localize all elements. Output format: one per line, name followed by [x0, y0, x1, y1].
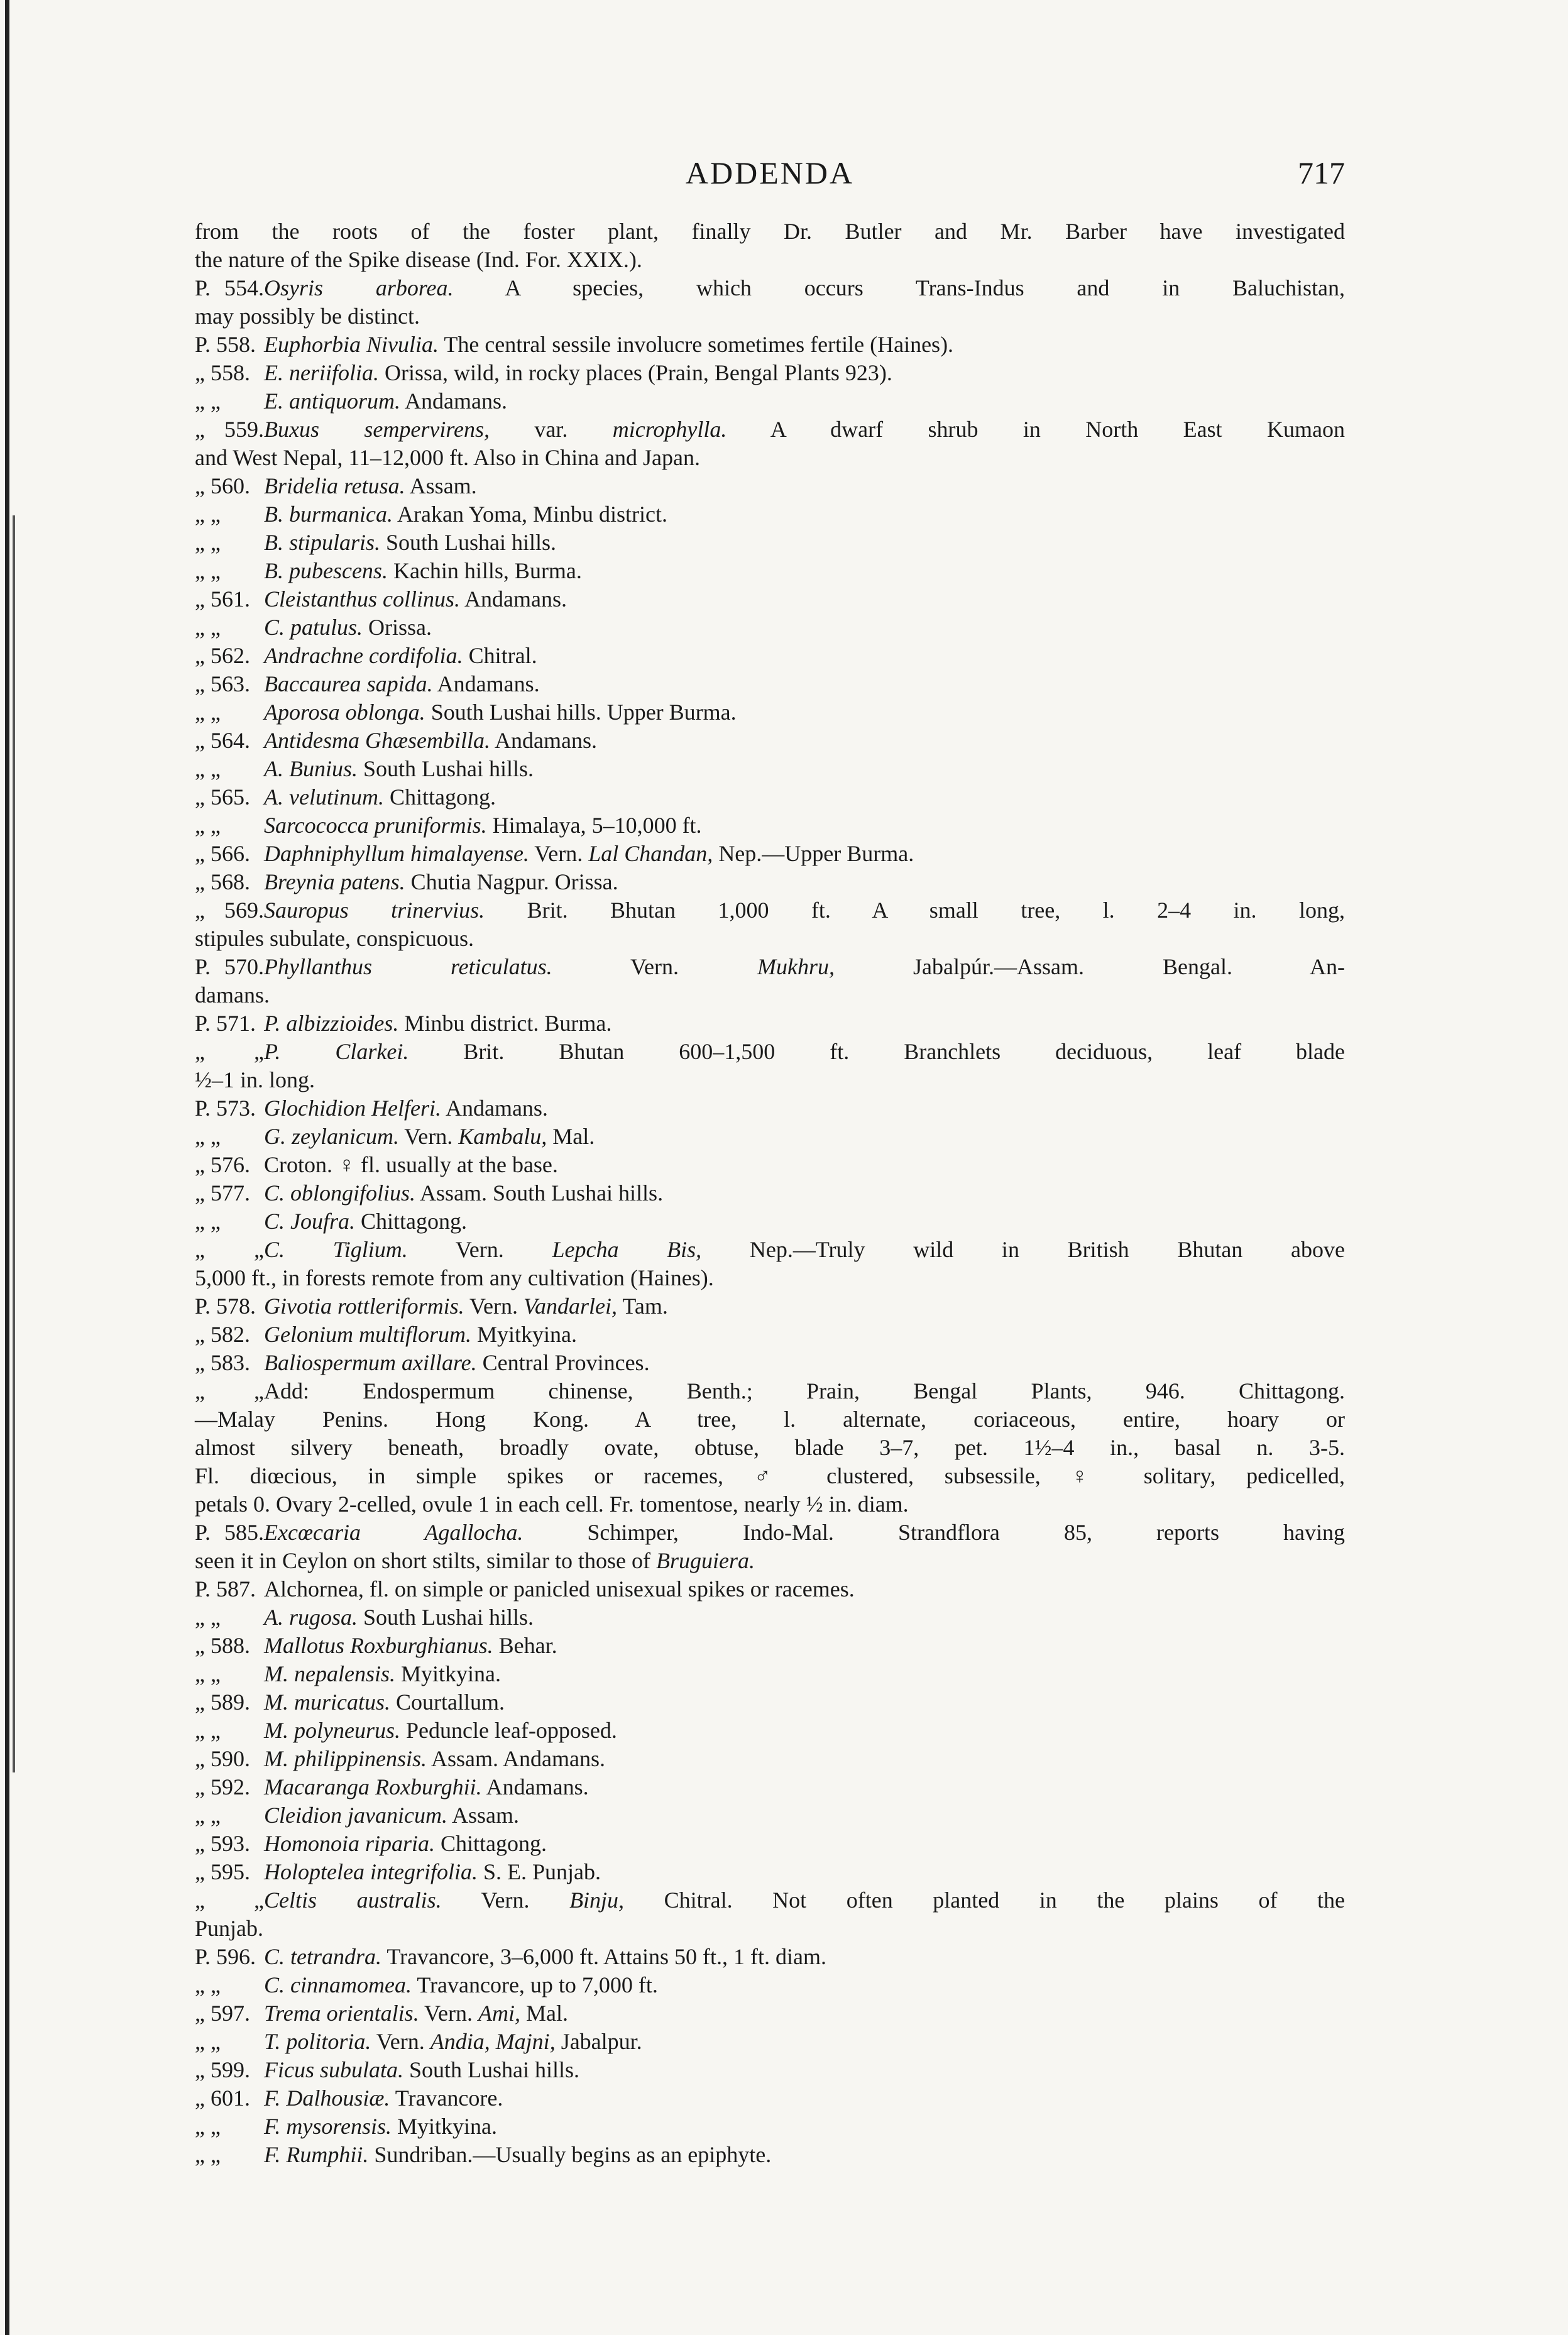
text-segment: Mal. — [547, 1124, 595, 1149]
entry-reference: „ „ — [195, 502, 221, 527]
text-segment: S. E. Punjab. — [477, 1859, 601, 1884]
entry-reference: „ 558. — [195, 360, 250, 385]
text-line — [195, 274, 1345, 302]
text-line — [195, 1519, 1345, 1547]
species-name: C. tetrandra. — [264, 1944, 382, 1969]
species-name: M. muricatus. — [264, 1689, 390, 1715]
entry-reference: P. 596. — [195, 1944, 256, 1969]
entry-reference: P. 558. — [195, 332, 256, 357]
entry-reference: „ 592. — [195, 1774, 250, 1799]
species-name: Mallotus Roxburghianus. — [264, 1633, 493, 1658]
entry-reference: „ 583. — [195, 1350, 250, 1375]
entry-reference: „ „ — [195, 1718, 221, 1743]
text-line — [195, 1038, 1345, 1066]
text-line — [195, 755, 1345, 783]
text-line — [195, 1660, 1345, 1688]
entry-reference: „ „ — [195, 1887, 264, 1913]
text-line — [195, 529, 1345, 557]
entry-reference: „ 563. — [195, 671, 250, 696]
species-name: B. stipularis. — [264, 530, 381, 555]
species-name: A. rugosa. — [264, 1605, 358, 1630]
text-segment: Orissa, wild, in rocky places (Prain, Bengal Plants 923). — [379, 360, 892, 385]
text-line — [195, 500, 1345, 529]
species-name: Andrachne cordifolia. — [264, 643, 463, 668]
text-segment: Assam. — [405, 473, 477, 498]
text-segment: petals 0. Ovary 2-celled, ovule 1 in each cell. Fr. tomentose, nearly ½ in. diam. — [195, 1492, 909, 1517]
text-line — [195, 1405, 1345, 1434]
entry-reference: „ 599. — [195, 2057, 250, 2082]
entry-reference: „ 559. — [195, 417, 264, 442]
text-line — [195, 444, 1345, 472]
species-name: F. Dalhousiæ. — [264, 2085, 390, 2111]
text-line — [195, 783, 1345, 811]
text-line — [195, 359, 1345, 387]
entry-reference: „ 565. — [195, 784, 250, 810]
text-line — [195, 1264, 1345, 1292]
species-name: Mukhru, — [757, 954, 835, 979]
species-name: C. Joufra. — [264, 1209, 356, 1234]
entry-reference: „ „ — [195, 1237, 264, 1262]
entry-reference: „ „ — [195, 615, 221, 640]
text-segment: South Lushai hills. — [380, 530, 557, 555]
species-name: C. cinnamomea. — [264, 1972, 412, 1997]
species-name: Kambalu, — [458, 1124, 547, 1149]
text-segment: almost silvery beneath, broadly ovate, obtuse, blade 3–7, pet. 1½–4 in., basal n. 3-5. — [195, 1435, 1345, 1460]
text-segment: Vern. — [552, 954, 758, 979]
text-segment: Jabalpur. — [555, 2029, 642, 2054]
species-name: Sarcococca pruniformis. — [264, 813, 487, 838]
text-line — [195, 1858, 1345, 1886]
entry-reference: „ „ — [195, 1378, 264, 1404]
text-segment: Chutia Nagpur. Orissa. — [405, 869, 618, 894]
text-line — [195, 868, 1345, 896]
text-segment: Himalaya, 5–10,000 ft. — [486, 813, 702, 838]
entry-reference: „ „ — [195, 813, 221, 838]
text-segment: Jabalpúr.—Assam. Bengal. An- — [835, 954, 1345, 979]
text-segment: Andamans. — [460, 586, 567, 612]
text-segment: Courtallum. — [390, 1689, 505, 1715]
species-name: C. patulus. — [264, 615, 363, 640]
text-segment: Punjab. — [195, 1916, 264, 1941]
text-segment: Andamans. — [441, 1096, 548, 1121]
entry-reference: „ 589. — [195, 1689, 250, 1715]
text-line — [195, 302, 1345, 331]
text-line — [195, 925, 1345, 953]
text-line — [195, 642, 1345, 670]
page-number: 717 — [1298, 155, 1345, 190]
text-segment: Minbu district. Burma. — [398, 1011, 612, 1036]
text-segment: Add: Endospermum chinense, Benth.; Prain, Bengal Plants, 946. Chittagong. — [264, 1378, 1345, 1404]
text-segment: Nep.—Truly wild in British Bhutan above — [701, 1237, 1345, 1262]
text-line — [195, 472, 1345, 500]
entry-reference: „ 582. — [195, 1322, 250, 1347]
text-line — [195, 585, 1345, 613]
text-line — [195, 1632, 1345, 1660]
entry-reference: „ 588. — [195, 1633, 250, 1658]
entry-reference: „ 568. — [195, 869, 250, 894]
text-segment: Assam. — [447, 1803, 519, 1828]
entry-reference: „ 560. — [195, 473, 250, 498]
text-line — [195, 415, 1345, 444]
text-segment: Vern. — [464, 1294, 524, 1319]
species-name: Cleidion javanicum. — [264, 1803, 447, 1828]
text-line — [195, 1547, 1345, 1575]
entry-reference: „ „ — [195, 1124, 221, 1149]
entry-reference: „ „ — [195, 1803, 221, 1828]
text-segment: Vern. — [529, 841, 589, 866]
text-line — [195, 387, 1345, 415]
text-segment: Fl. diœcious, in simple spikes or racemes, ♂ clustered, subsessile, ♀ solitary, pedicelled, — [195, 1463, 1345, 1488]
text-segment: the nature of the Spike disease (Ind. For. XXIX.). — [195, 247, 642, 272]
text-line — [195, 1292, 1345, 1321]
text-line — [195, 1066, 1345, 1094]
entry-reference: „ 569. — [195, 898, 264, 923]
text-segment: South Lushai hills. — [358, 1605, 534, 1630]
species-name: Ami, — [478, 2001, 521, 2026]
species-name: Breynia patens. — [264, 869, 405, 894]
text-line — [195, 670, 1345, 698]
text-line — [195, 1745, 1345, 1773]
entry-reference: P. 587. — [195, 1576, 256, 1602]
entry-reference: „ „ — [195, 1661, 221, 1686]
text-segment: Vern. — [419, 2001, 479, 2026]
text-line — [195, 1603, 1345, 1632]
entry-reference: P. 571. — [195, 1011, 256, 1036]
species-name: Osyris arborea. — [264, 275, 454, 300]
species-name: T. politoria. — [264, 2029, 371, 2054]
addenda-text — [195, 217, 1345, 2169]
text-line — [195, 1915, 1345, 1943]
text-line — [195, 1971, 1345, 1999]
species-name: M. polyneurus. — [264, 1718, 400, 1743]
species-name: M. nepalensis. — [264, 1661, 395, 1686]
species-name: microphylla. — [612, 417, 727, 442]
text-segment: var. — [489, 417, 613, 442]
text-segment: Peduncle leaf-opposed. — [400, 1718, 617, 1743]
species-name: Gelonium multiflorum. — [264, 1322, 471, 1347]
species-name: Binju, — [569, 1887, 625, 1913]
entry-reference: „ 561. — [195, 586, 250, 612]
entry-reference: „ „ — [195, 756, 221, 781]
text-segment: Andamans. — [481, 1774, 589, 1799]
text-segment: Myitkyina. — [395, 1661, 501, 1686]
text-segment: may possibly be distinct. — [195, 304, 420, 329]
text-line — [195, 1462, 1345, 1490]
text-segment: Chittagong. — [355, 1209, 468, 1234]
text-segment: Travancore. — [390, 2085, 503, 2111]
species-name: G. zeylanicum. — [264, 1124, 399, 1149]
entry-reference: „ 593. — [195, 1831, 250, 1856]
species-name: Lal Chandan, — [588, 841, 713, 866]
text-segment: Myitkyina. — [392, 2114, 498, 2139]
text-segment: Assam. Andamans. — [427, 1746, 605, 1771]
text-segment: Tam. — [617, 1294, 668, 1319]
species-name: B. pubescens. — [264, 558, 388, 583]
text-segment: A dwarf shrub in North East Kumaon — [726, 417, 1345, 442]
species-name: Macaranga Roxburghii. — [264, 1774, 482, 1799]
text-segment: Vern. — [407, 1237, 552, 1262]
text-segment: Central Provinces. — [476, 1350, 650, 1375]
text-line — [195, 2084, 1345, 2112]
text-line — [195, 981, 1345, 1009]
species-name: Holoptelea integrifolia. — [264, 1859, 478, 1884]
text-line — [195, 1123, 1345, 1151]
text-line — [195, 953, 1345, 981]
species-name: E. antiquorum. — [264, 388, 401, 414]
species-name: Euphorbia Nivulia. — [264, 332, 439, 357]
text-line — [195, 727, 1345, 755]
species-name: Baliospermum axillare. — [264, 1350, 477, 1375]
species-name: Baccaurea sapida. — [264, 671, 433, 696]
entry-reference: „ 577. — [195, 1180, 250, 1206]
entry-reference: „ „ — [195, 1039, 264, 1064]
entry-reference: „ „ — [195, 530, 221, 555]
species-name: M. philippinensis. — [264, 1746, 427, 1771]
text-line — [195, 1434, 1345, 1462]
species-name: Vandarlei, — [524, 1294, 618, 1319]
entry-reference: „ „ — [195, 1605, 221, 1630]
species-name: Bruguiera. — [655, 1548, 755, 1573]
species-name: Phyllanthus reticulatus. — [264, 954, 552, 979]
entry-reference: „ „ — [195, 700, 221, 725]
species-name: Antidesma Ghæsembilla. — [264, 728, 490, 753]
text-segment: Croton. ♀ fl. usually at the base. — [264, 1152, 558, 1177]
text-line — [195, 1999, 1345, 2028]
entry-reference: P. 585. — [195, 1520, 264, 1545]
text-segment: —Malay Penins. Hong Kong. A tree, l. alternate, coriaceous, entire, hoary or — [195, 1407, 1345, 1432]
text-line — [195, 1377, 1345, 1405]
text-segment: Nep.—Upper Burma. — [713, 841, 914, 866]
text-line — [195, 811, 1345, 840]
text-segment: Kachin hills, Burma. — [387, 558, 582, 583]
text-segment: Orissa. — [363, 615, 432, 640]
entry-reference: P. 570. — [195, 954, 264, 979]
text-line — [195, 1207, 1345, 1236]
entry-reference: „ 562. — [195, 643, 250, 668]
text-segment: stipules subulate, conspicuous. — [195, 926, 474, 951]
species-name: Givotia rottleriformis. — [264, 1294, 464, 1319]
species-name: Bridelia retusa. — [264, 473, 405, 498]
text-line — [195, 2112, 1345, 2141]
text-line — [195, 1773, 1345, 1801]
text-line — [195, 1830, 1345, 1858]
text-segment: and West Nepal, 11–12,000 ft. Also in China and Japan. — [195, 445, 700, 470]
text-segment: Andamans. — [400, 388, 507, 414]
text-line — [195, 2028, 1345, 2056]
species-name: Ficus subulata. — [264, 2057, 403, 2082]
entry-reference: P. 578. — [195, 1294, 256, 1319]
text-segment: Brit. Bhutan 600–1,500 ft. Branchlets deciduous, leaf blade — [408, 1039, 1345, 1064]
text-line — [195, 246, 1345, 274]
species-name: Andia, Majni, — [430, 2029, 556, 2054]
text-segment: Mal. — [520, 2001, 569, 2026]
text-line — [195, 1886, 1345, 1915]
species-name: Trema orientalis. — [264, 2001, 419, 2026]
species-name: A. velutinum. — [264, 784, 384, 810]
text-line — [195, 1490, 1345, 1519]
entry-reference: „ 566. — [195, 841, 250, 866]
text-segment: Andamans. — [432, 671, 540, 696]
text-segment: The central sessile involucre sometimes fertile (Haines). — [439, 332, 954, 357]
text-line — [195, 1575, 1345, 1603]
entry-reference: „ 597. — [195, 2001, 250, 2026]
text-line — [195, 1179, 1345, 1207]
entry-reference: „ „ — [195, 1972, 221, 1997]
text-segment: South Lushai hills. — [358, 756, 534, 781]
text-line — [195, 1717, 1345, 1745]
text-line — [195, 1801, 1345, 1830]
species-name: Buxus sempervirens, — [264, 417, 490, 442]
text-line — [195, 331, 1345, 359]
species-name: F. mysorensis. — [264, 2114, 392, 2139]
species-name: F. Rumphii. — [264, 2142, 369, 2167]
text-line — [195, 1321, 1345, 1349]
text-segment: South Lushai hills. Upper Burma. — [425, 700, 737, 725]
entry-reference: „ „ — [195, 558, 221, 583]
text-line — [195, 698, 1345, 727]
text-segment: Vern. — [441, 1887, 570, 1913]
text-segment: Vern. — [371, 2029, 430, 2054]
text-segment: A species, which occurs Trans-Indus and in Baluchistan, — [453, 275, 1345, 300]
entry-reference: „ „ — [195, 2114, 221, 2139]
text-line — [195, 1688, 1345, 1717]
entry-reference: „ „ — [195, 2142, 221, 2167]
page-header — [195, 155, 1345, 192]
entry-reference: „ 576. — [195, 1152, 250, 1177]
scan-binding-shadow — [13, 515, 15, 1772]
entry-reference: „ „ — [195, 388, 221, 414]
text-segment: Travancore, up to 7,000 ft. — [411, 1972, 658, 1997]
text-line — [195, 2056, 1345, 2084]
text-segment: South Lushai hills. — [403, 2057, 580, 2082]
text-segment: Vern. — [398, 1124, 459, 1149]
text-line — [195, 1943, 1345, 1971]
species-name: P. albizzioides. — [264, 1011, 399, 1036]
species-name: E. neriifolia. — [264, 360, 379, 385]
text-segment: Assam. South Lushai hills. — [415, 1180, 664, 1206]
entry-reference: „ 564. — [195, 728, 250, 753]
text-segment: seen it in Ceylon on short stilts, similar to those of — [195, 1548, 656, 1573]
species-name: A. Bunius. — [264, 756, 358, 781]
text-segment: Schimper, Indo-Mal. Strandflora 85, reports having — [523, 1520, 1345, 1545]
text-line — [195, 1236, 1345, 1264]
entry-reference: „ „ — [195, 1209, 221, 1234]
text-segment: damans. — [195, 982, 270, 1008]
text-segment: from the roots of the foster plant, finally Dr. Butler and Mr. Barber have investigated — [195, 219, 1345, 244]
text-line — [195, 217, 1345, 246]
species-name: C. Tiglium. — [264, 1237, 408, 1262]
species-name: Sauropus trinervius. — [264, 898, 485, 923]
text-line — [195, 1349, 1345, 1377]
entry-reference: „ 590. — [195, 1746, 250, 1771]
text-line — [195, 840, 1345, 868]
species-name: C. oblongifolius. — [264, 1180, 416, 1206]
text-line — [195, 1094, 1345, 1123]
text-line — [195, 1151, 1345, 1179]
species-name: Lepcha Bis, — [552, 1237, 702, 1262]
text-line — [195, 613, 1345, 642]
entry-reference: „ 601. — [195, 2085, 250, 2111]
text-segment: Chittagong. — [383, 784, 496, 810]
running-title: ADDENDA — [685, 155, 855, 190]
text-segment: Chitral. — [463, 643, 537, 668]
text-segment: Behar. — [493, 1633, 557, 1658]
text-segment: Andamans. — [490, 728, 597, 753]
text-line — [195, 1009, 1345, 1038]
entry-reference: „ „ — [195, 2029, 221, 2054]
text-segment: Alchornea, fl. on simple or panicled unisexual spikes or racemes. — [264, 1576, 855, 1602]
text-segment: ½–1 in. long. — [195, 1067, 315, 1092]
species-name: Daphniphyllum himalayense. — [264, 841, 529, 866]
text-segment: Chitral. Not often planted in the plains of the — [624, 1887, 1345, 1913]
species-name: Celtis australis. — [264, 1887, 442, 1913]
entry-reference: „ 595. — [195, 1859, 250, 1884]
text-segment: Sundriban.—Usually begins as an epiphyte. — [368, 2142, 772, 2167]
species-name: Cleistanthus collinus. — [264, 586, 461, 612]
species-name: B. burmanica. — [264, 502, 393, 527]
entry-reference: P. 573. — [195, 1096, 256, 1121]
species-name: Glochidion Helferi. — [264, 1096, 441, 1121]
text-line — [195, 2141, 1345, 2169]
text-line — [195, 557, 1345, 585]
species-name: Homonoia riparia. — [264, 1831, 436, 1856]
species-name: Excœcaria Agallocha. — [264, 1520, 524, 1545]
text-line — [195, 896, 1345, 925]
text-segment: Chittagong. — [435, 1831, 547, 1856]
text-segment: Arakan Yoma, Minbu district. — [392, 502, 667, 527]
species-name: Aporosa oblonga. — [264, 700, 425, 725]
text-segment: Brit. Bhutan 1,000 ft. A small tree, l. 2–4 in. long, — [485, 898, 1345, 923]
text-segment: 5,000 ft., in forests remote from any cultivation (Haines). — [195, 1265, 714, 1290]
text-segment: Myitkyina. — [471, 1322, 577, 1347]
scan-binding-edge — [5, 0, 9, 2335]
entry-reference: P. 554. — [195, 275, 264, 300]
text-segment: Travancore, 3–6,000 ft. Attains 50 ft., 1 ft. diam. — [381, 1944, 826, 1969]
species-name: P. Clarkei. — [264, 1039, 409, 1064]
